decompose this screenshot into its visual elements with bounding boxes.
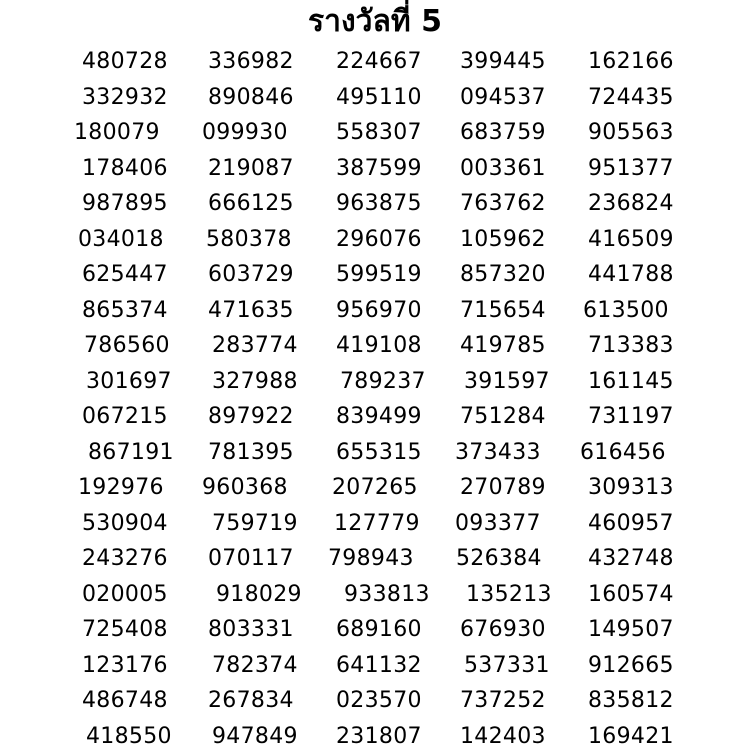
prize-number: 387599: [336, 151, 422, 186]
prize-number: 655315: [336, 435, 422, 470]
number-row: [0, 719, 750, 754]
prize-number: 003361: [460, 151, 546, 186]
prize-number: 715654: [460, 293, 546, 328]
prize-number: 731197: [588, 399, 674, 434]
number-row: [0, 80, 750, 116]
prize-number: 327988: [212, 364, 298, 399]
prize-number: 070117: [208, 541, 294, 576]
prize-number: 897922: [208, 399, 294, 434]
prize-number: 127779: [334, 506, 420, 541]
number-row: [0, 222, 750, 258]
number-row: [0, 186, 750, 222]
prize-number: 034018: [78, 222, 164, 257]
prize-number: 419108: [336, 328, 422, 363]
prize-number: 751284: [460, 399, 546, 434]
number-row: [0, 399, 750, 435]
prize-number: 933813: [344, 577, 430, 612]
prize-number: 309313: [588, 470, 674, 505]
prize-number: 526384: [456, 541, 542, 576]
prize-number: 486748: [82, 683, 168, 718]
prize-number: 432748: [588, 541, 674, 576]
prize-number: 905563: [588, 115, 674, 150]
prize-number: 759719: [212, 506, 298, 541]
prize-number: 987895: [82, 186, 168, 221]
prize-number: 123176: [82, 648, 168, 683]
prize-number: 666125: [208, 186, 294, 221]
prize-number: 020005: [82, 577, 168, 612]
prize-number: 162166: [588, 44, 674, 79]
prize-number: 865374: [82, 293, 168, 328]
prize-number: 676930: [460, 612, 546, 647]
number-row: [0, 257, 750, 293]
prize-number: 418550: [86, 719, 172, 754]
prize-number: 603729: [208, 257, 294, 292]
number-row: [0, 151, 750, 187]
prize-number: 373433: [455, 435, 541, 470]
prize-number: 613500: [583, 293, 669, 328]
prize-number: 616456: [580, 435, 666, 470]
prize-number: 149507: [588, 612, 674, 647]
prize-number: 236824: [588, 186, 674, 221]
prize-number: 835812: [588, 683, 674, 718]
prize-number: 243276: [82, 541, 168, 576]
prize-number: 725408: [82, 612, 168, 647]
prize-number: 713383: [588, 328, 674, 363]
prize-number: 558307: [336, 115, 422, 150]
number-row: [0, 293, 750, 329]
prize-number: 270789: [460, 470, 546, 505]
prize-number: 231807: [336, 719, 422, 754]
prize-number: 283774: [212, 328, 298, 363]
prize-number: 960368: [202, 470, 288, 505]
prize-number: 416509: [588, 222, 674, 257]
prize-number: 641132: [336, 648, 422, 683]
prize-number: 460957: [588, 506, 674, 541]
number-row: [0, 44, 750, 80]
prize-number: 135213: [466, 577, 552, 612]
number-row: [0, 435, 750, 471]
prize-number: 332932: [82, 80, 168, 115]
prize-number: 419785: [460, 328, 546, 363]
prize-number: 839499: [336, 399, 422, 434]
number-row: [0, 115, 750, 151]
prize-number: 099930: [202, 115, 288, 150]
prize-number: 178406: [82, 151, 168, 186]
prize-number: 781395: [208, 435, 294, 470]
prize-number: 951377: [588, 151, 674, 186]
prize-number: 160574: [588, 577, 674, 612]
prize-number: 142403: [460, 719, 546, 754]
prize-number: 480728: [82, 44, 168, 79]
number-row: [0, 577, 750, 613]
number-row: [0, 470, 750, 506]
prize-number: 441788: [588, 257, 674, 292]
prize-number: 737252: [460, 683, 546, 718]
prize-number: 763762: [460, 186, 546, 221]
number-row: [0, 541, 750, 577]
prize-number: 867191: [88, 435, 174, 470]
prize-number: 947849: [212, 719, 298, 754]
prize-number: 963875: [336, 186, 422, 221]
number-row: [0, 648, 750, 684]
prize-number: 918029: [216, 577, 302, 612]
prize-number: 161145: [588, 364, 674, 399]
prize-number: 912665: [588, 648, 674, 683]
prize-number: 789237: [340, 364, 426, 399]
prize-number: 296076: [336, 222, 422, 257]
prize-number: 267834: [208, 683, 294, 718]
prize-number: 471635: [208, 293, 294, 328]
number-row: [0, 506, 750, 542]
prize-number: 399445: [460, 44, 546, 79]
prize-number: 580378: [206, 222, 292, 257]
prize-number: 495110: [336, 80, 422, 115]
number-row: [0, 364, 750, 400]
prize-number: 599519: [336, 257, 422, 292]
prize-number: 207265: [332, 470, 418, 505]
prize-number: 169421: [588, 719, 674, 754]
number-row: [0, 612, 750, 648]
prize-number: 890846: [208, 80, 294, 115]
prize-number: 803331: [208, 612, 294, 647]
prize-number: 625447: [82, 257, 168, 292]
prize-number: 683759: [460, 115, 546, 150]
prize-number: 094537: [460, 80, 546, 115]
prize-number: 023570: [336, 683, 422, 718]
number-row: [0, 683, 750, 719]
prize-number: 391597: [464, 364, 550, 399]
prize-number: 192976: [78, 470, 164, 505]
prize-number: 537331: [464, 648, 550, 683]
prize-number: 786560: [84, 328, 170, 363]
number-row: [0, 328, 750, 364]
prize-number: 798943: [328, 541, 414, 576]
number-grid: [0, 44, 750, 754]
prize-number: 180079: [74, 115, 160, 150]
prize-number: 093377: [455, 506, 541, 541]
prize-number: 857320: [460, 257, 546, 292]
prize-number: 724435: [588, 80, 674, 115]
prize-number: 105962: [460, 222, 546, 257]
prize-number: 224667: [336, 44, 422, 79]
prize-number: 956970: [336, 293, 422, 328]
prize-number: 530904: [82, 506, 168, 541]
prize-number: 301697: [86, 364, 172, 399]
prize-number: 782374: [212, 648, 298, 683]
prize-number: 336982: [208, 44, 294, 79]
prize-title: รางวัลที่ 5: [0, 2, 750, 42]
prize-number: 689160: [336, 612, 422, 647]
prize-number: 219087: [208, 151, 294, 186]
prize-number: 067215: [82, 399, 168, 434]
